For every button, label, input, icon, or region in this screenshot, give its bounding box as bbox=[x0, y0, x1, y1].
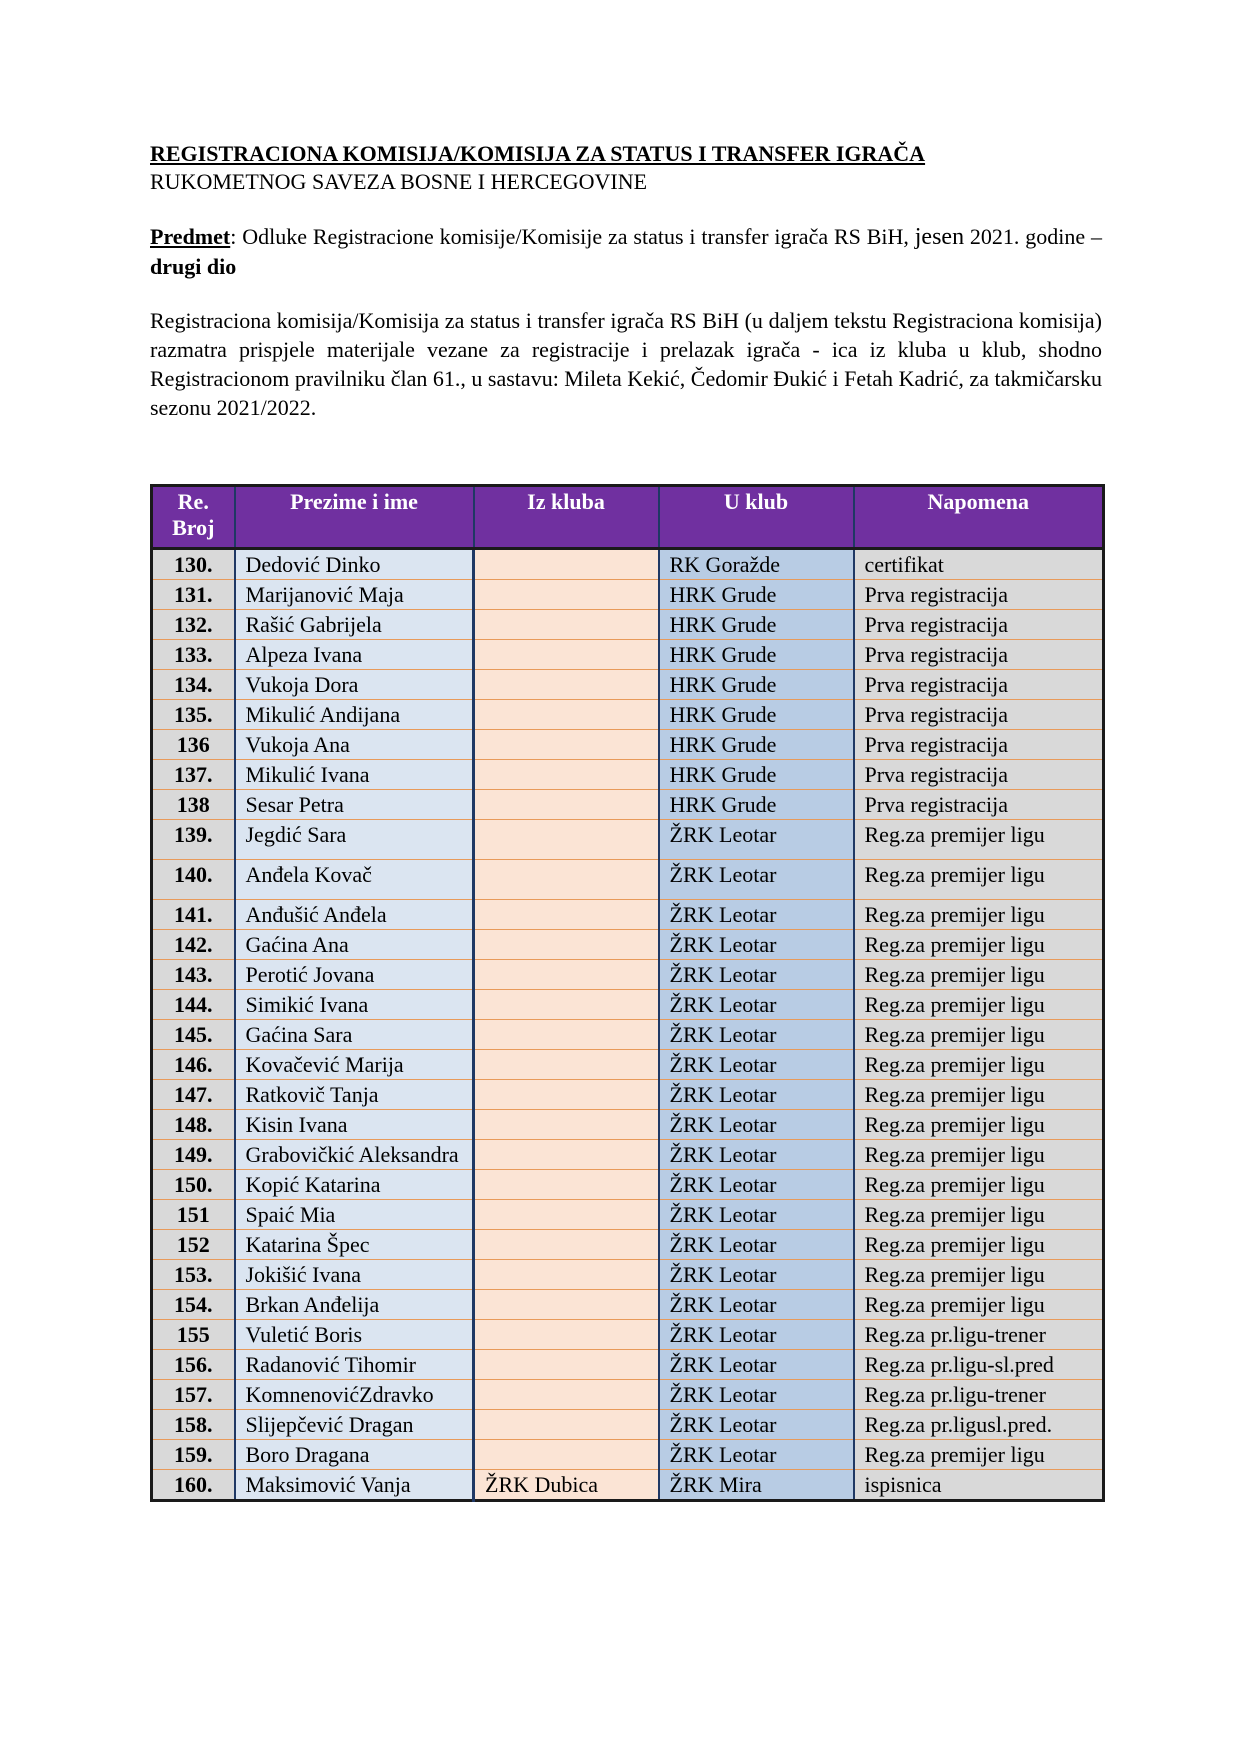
table-row bbox=[152, 640, 1104, 670]
row-note: Reg.za premijer ligu bbox=[854, 1260, 1104, 1290]
table-row bbox=[152, 1140, 1104, 1170]
header-number bbox=[152, 486, 235, 549]
row-from-club bbox=[474, 1410, 659, 1440]
row-to-club: ŽRK Leotar bbox=[659, 960, 854, 990]
row-name: Jegdić Sara bbox=[235, 820, 474, 860]
row-number: 131. bbox=[152, 580, 235, 610]
row-number: 144. bbox=[152, 990, 235, 1020]
row-to-club: HRK Grude bbox=[659, 640, 854, 670]
row-number: 141. bbox=[152, 900, 235, 930]
row-note: Reg.za pr.ligu-sl.pred bbox=[854, 1350, 1104, 1380]
row-note: Reg.za pr.ligu-trener bbox=[854, 1320, 1104, 1350]
row-note: Prva registracija bbox=[854, 580, 1104, 610]
row-note: Reg.za premijer ligu bbox=[854, 1170, 1104, 1200]
row-number: 159. bbox=[152, 1440, 235, 1470]
row-number: 138 bbox=[152, 790, 235, 820]
row-name: Spaić Mia bbox=[235, 1200, 474, 1230]
row-note: Reg.za premijer ligu bbox=[854, 900, 1104, 930]
row-note: Reg.za premijer ligu bbox=[854, 1050, 1104, 1080]
row-to-club: HRK Grude bbox=[659, 760, 854, 790]
table-row bbox=[152, 670, 1104, 700]
table-row bbox=[152, 1230, 1104, 1260]
row-number: 152 bbox=[152, 1230, 235, 1260]
row-number: 157. bbox=[152, 1380, 235, 1410]
row-note: Reg.za premijer ligu bbox=[854, 1290, 1104, 1320]
row-from-club bbox=[474, 1440, 659, 1470]
row-name: KomnenovićZdravko bbox=[235, 1380, 474, 1410]
table-row bbox=[152, 1050, 1104, 1080]
row-note: ispisnica bbox=[854, 1470, 1104, 1501]
row-to-club: HRK Grude bbox=[659, 700, 854, 730]
row-name: Alpeza Ivana bbox=[235, 640, 474, 670]
row-to-club: ŽRK Leotar bbox=[659, 1140, 854, 1170]
row-to-club: ŽRK Leotar bbox=[659, 1080, 854, 1110]
row-name: Mikulić Ivana bbox=[235, 760, 474, 790]
row-to-club: ŽRK Mira bbox=[659, 1470, 854, 1501]
row-to-club: ŽRK Leotar bbox=[659, 900, 854, 930]
row-number: 133. bbox=[152, 640, 235, 670]
row-from-club bbox=[474, 610, 659, 640]
table-row bbox=[152, 990, 1104, 1020]
row-number: 160. bbox=[152, 1470, 235, 1501]
row-number: 149. bbox=[152, 1140, 235, 1170]
row-to-club: ŽRK Leotar bbox=[659, 1020, 854, 1050]
row-to-club: ŽRK Leotar bbox=[659, 1200, 854, 1230]
table-row bbox=[152, 730, 1104, 760]
table-row bbox=[152, 1380, 1104, 1410]
row-note: certifikat bbox=[854, 549, 1104, 580]
row-from-club: ŽRK Dubica bbox=[474, 1470, 659, 1501]
row-note: Reg.za premijer ligu bbox=[854, 960, 1104, 990]
row-to-club: RK Goražde bbox=[659, 549, 854, 580]
row-from-club bbox=[474, 760, 659, 790]
row-to-club: HRK Grude bbox=[659, 730, 854, 760]
row-note: Prva registracija bbox=[854, 730, 1104, 760]
row-name: Anđela Kovač bbox=[235, 860, 474, 900]
row-name: Katarina Špec bbox=[235, 1230, 474, 1260]
row-to-club: ŽRK Leotar bbox=[659, 1320, 854, 1350]
row-note: Reg.za premijer ligu bbox=[854, 1020, 1104, 1050]
row-from-club bbox=[474, 1170, 659, 1200]
row-number: 148. bbox=[152, 1110, 235, 1140]
row-from-club bbox=[474, 1020, 659, 1050]
document-title: REGISTRACIONA KOMISIJA/KOMISIJA ZA STATUS I TRANSFER IGRAČA bbox=[150, 141, 926, 166]
subject-label: Predmet bbox=[150, 224, 231, 249]
row-name: Marijanović Maja bbox=[235, 580, 474, 610]
row-note: Prva registracija bbox=[854, 790, 1104, 820]
row-note: Reg.za premijer ligu bbox=[854, 1110, 1104, 1140]
row-name: Jokišić Ivana bbox=[235, 1260, 474, 1290]
row-name: Sesar Petra bbox=[235, 790, 474, 820]
row-note: Prva registracija bbox=[854, 670, 1104, 700]
row-number: 145. bbox=[152, 1020, 235, 1050]
row-from-club bbox=[474, 1110, 659, 1140]
row-from-club bbox=[474, 860, 659, 900]
row-name: Ratkovič Tanja bbox=[235, 1080, 474, 1110]
row-from-club bbox=[474, 1200, 659, 1230]
row-to-club: ŽRK Leotar bbox=[659, 1410, 854, 1440]
row-name: Boro Dragana bbox=[235, 1440, 474, 1470]
row-from-club bbox=[474, 730, 659, 760]
table-row bbox=[152, 960, 1104, 990]
row-to-club: ŽRK Leotar bbox=[659, 1350, 854, 1380]
row-name: Kopić Katarina bbox=[235, 1170, 474, 1200]
row-number: 158. bbox=[152, 1410, 235, 1440]
row-name: Gaćina Ana bbox=[235, 930, 474, 960]
row-name: Simikić Ivana bbox=[235, 990, 474, 1020]
document-subtitle: RUKOMETNOG SAVEZA BOSNE I HERCEGOVINE bbox=[150, 169, 648, 194]
subject-text-2: 2021. godine – bbox=[964, 224, 1102, 249]
row-from-club bbox=[474, 1380, 659, 1410]
row-to-club: ŽRK Leotar bbox=[659, 990, 854, 1020]
row-note: Reg.za premijer ligu bbox=[854, 1440, 1104, 1470]
subject-part: drugi dio bbox=[150, 254, 237, 279]
table-row bbox=[152, 1320, 1104, 1350]
row-note: Prva registracija bbox=[854, 640, 1104, 670]
row-to-club: ŽRK Leotar bbox=[659, 1260, 854, 1290]
table-row bbox=[152, 1020, 1104, 1050]
table-row bbox=[152, 1350, 1104, 1380]
row-number: 146. bbox=[152, 1050, 235, 1080]
row-from-club bbox=[474, 640, 659, 670]
row-from-club bbox=[474, 1290, 659, 1320]
row-number: 156. bbox=[152, 1350, 235, 1380]
table-row bbox=[152, 1110, 1104, 1140]
registration-table bbox=[150, 484, 1105, 1502]
row-from-club bbox=[474, 1350, 659, 1380]
row-from-club bbox=[474, 790, 659, 820]
row-note: Reg.za premijer ligu bbox=[854, 990, 1104, 1020]
row-name: Mikulić Andijana bbox=[235, 700, 474, 730]
row-note: Prva registracija bbox=[854, 610, 1104, 640]
header-from-club: Iz kluba bbox=[474, 486, 659, 549]
row-from-club bbox=[474, 670, 659, 700]
row-to-club: ŽRK Leotar bbox=[659, 1290, 854, 1320]
row-note: Prva registracija bbox=[854, 700, 1104, 730]
table-row bbox=[152, 580, 1104, 610]
row-to-club: ŽRK Leotar bbox=[659, 1440, 854, 1470]
row-from-club bbox=[474, 1320, 659, 1350]
row-from-club bbox=[474, 1140, 659, 1170]
row-to-club: ŽRK Leotar bbox=[659, 860, 854, 900]
row-number: 134. bbox=[152, 670, 235, 700]
row-to-club: HRK Grude bbox=[659, 610, 854, 640]
row-from-club bbox=[474, 900, 659, 930]
row-number: 150. bbox=[152, 1170, 235, 1200]
row-name: Vukoja Dora bbox=[235, 670, 474, 700]
row-to-club: ŽRK Leotar bbox=[659, 930, 854, 960]
table-row bbox=[152, 610, 1104, 640]
row-to-club: ŽRK Leotar bbox=[659, 820, 854, 860]
table-row bbox=[152, 1440, 1104, 1470]
row-from-club bbox=[474, 990, 659, 1020]
table-row bbox=[152, 1290, 1104, 1320]
row-name: Brkan Anđelija bbox=[235, 1290, 474, 1320]
row-from-club bbox=[474, 1050, 659, 1080]
table-row bbox=[152, 760, 1104, 790]
row-name: Dedović Dinko bbox=[235, 549, 474, 580]
row-name: Kovačević Marija bbox=[235, 1050, 474, 1080]
table-row bbox=[152, 790, 1104, 820]
subject-season: jesen bbox=[914, 224, 965, 250]
row-name: Rašić Gabrijela bbox=[235, 610, 474, 640]
row-name: Anđušić Anđela bbox=[235, 900, 474, 930]
row-note: Reg.za premijer ligu bbox=[854, 860, 1104, 900]
header-name: Prezime i ime bbox=[235, 486, 474, 549]
row-number: 155 bbox=[152, 1320, 235, 1350]
row-to-club: ŽRK Leotar bbox=[659, 1230, 854, 1260]
row-number: 140. bbox=[152, 860, 235, 900]
table-row bbox=[152, 930, 1104, 960]
row-name: Maksimović Vanja bbox=[235, 1470, 474, 1501]
row-note: Reg.za premijer ligu bbox=[854, 1140, 1104, 1170]
row-name: Kisin Ivana bbox=[235, 1110, 474, 1140]
table-row bbox=[152, 1080, 1104, 1110]
row-from-club bbox=[474, 700, 659, 730]
row-number: 137. bbox=[152, 760, 235, 790]
row-note: Reg.za premijer ligu bbox=[854, 1200, 1104, 1230]
header-to-club: U klub bbox=[659, 486, 854, 549]
row-name: Perotić Jovana bbox=[235, 960, 474, 990]
table-row bbox=[152, 700, 1104, 730]
header-note: Napomena bbox=[854, 486, 1104, 549]
row-from-club bbox=[474, 1080, 659, 1110]
row-number: 139. bbox=[152, 820, 235, 860]
table-row bbox=[152, 1470, 1104, 1501]
subject-text: : Odluke Registracione komisije/Komisije za status i transfer igrača RS BiH, bbox=[230, 224, 915, 249]
row-to-club: HRK Grude bbox=[659, 670, 854, 700]
row-from-club bbox=[474, 580, 659, 610]
table-row bbox=[152, 549, 1104, 580]
row-note: Reg.za premijer ligu bbox=[854, 1080, 1104, 1110]
header-number-line2: Broj bbox=[172, 515, 215, 540]
table-row bbox=[152, 1260, 1104, 1290]
row-note: Reg.za premijer ligu bbox=[854, 820, 1104, 860]
table-body bbox=[152, 549, 1104, 1501]
row-from-club bbox=[474, 930, 659, 960]
table-row bbox=[152, 1200, 1104, 1230]
header-number-line1: Re. bbox=[177, 489, 209, 514]
intro-paragraph: Registraciona komisija/Komisija za status i transfer igrača RS BiH (u daljem tekstu Registraciona komisija) razmatra prispjele materijale vezane za registracije i prelazak igrača - ica iz kluba u klub, shodno Registracionom pravilniku član 61., u sastavu: Mileta Kekić, Čedomir Đukić i Fetah Kadrić, za takmičarsku sezonu 2021/2022. bbox=[150, 308, 1102, 420]
row-number: 153. bbox=[152, 1260, 235, 1290]
row-from-club bbox=[474, 1260, 659, 1290]
row-number: 151 bbox=[152, 1200, 235, 1230]
row-name: Gaćina Sara bbox=[235, 1020, 474, 1050]
row-number: 135. bbox=[152, 700, 235, 730]
row-name: Vuletić Boris bbox=[235, 1320, 474, 1350]
table-row bbox=[152, 1410, 1104, 1440]
row-to-club: ŽRK Leotar bbox=[659, 1110, 854, 1140]
table-header-row bbox=[152, 486, 1104, 549]
row-number: 154. bbox=[152, 1290, 235, 1320]
table-row bbox=[152, 1170, 1104, 1200]
row-note: Reg.za pr.ligusl.pred. bbox=[854, 1410, 1104, 1440]
document-page bbox=[150, 140, 1102, 422]
row-number: 132. bbox=[152, 610, 235, 640]
row-to-club: ŽRK Leotar bbox=[659, 1050, 854, 1080]
row-to-club: HRK Grude bbox=[659, 790, 854, 820]
table-row bbox=[152, 900, 1104, 930]
row-from-club bbox=[474, 549, 659, 580]
row-number: 147. bbox=[152, 1080, 235, 1110]
row-to-club: ŽRK Leotar bbox=[659, 1170, 854, 1200]
row-to-club: HRK Grude bbox=[659, 580, 854, 610]
subject-paragraph bbox=[150, 222, 1102, 282]
row-note: Reg.za pr.ligu-trener bbox=[854, 1380, 1104, 1410]
row-number: 142. bbox=[152, 930, 235, 960]
row-from-club bbox=[474, 960, 659, 990]
row-name: Grabovičkić Aleksandra bbox=[235, 1140, 474, 1170]
row-from-club bbox=[474, 820, 659, 860]
table-row bbox=[152, 820, 1104, 860]
row-number: 136 bbox=[152, 730, 235, 760]
table-row bbox=[152, 860, 1104, 900]
row-name: Vukoja Ana bbox=[235, 730, 474, 760]
row-name: Slijepčević Dragan bbox=[235, 1410, 474, 1440]
row-number: 130. bbox=[152, 549, 235, 580]
row-note: Reg.za premijer ligu bbox=[854, 930, 1104, 960]
row-number: 143. bbox=[152, 960, 235, 990]
row-to-club: ŽRK Leotar bbox=[659, 1380, 854, 1410]
row-name: Radanović Tihomir bbox=[235, 1350, 474, 1380]
row-from-club bbox=[474, 1230, 659, 1260]
row-note: Prva registracija bbox=[854, 760, 1104, 790]
row-note: Reg.za premijer ligu bbox=[854, 1230, 1104, 1260]
